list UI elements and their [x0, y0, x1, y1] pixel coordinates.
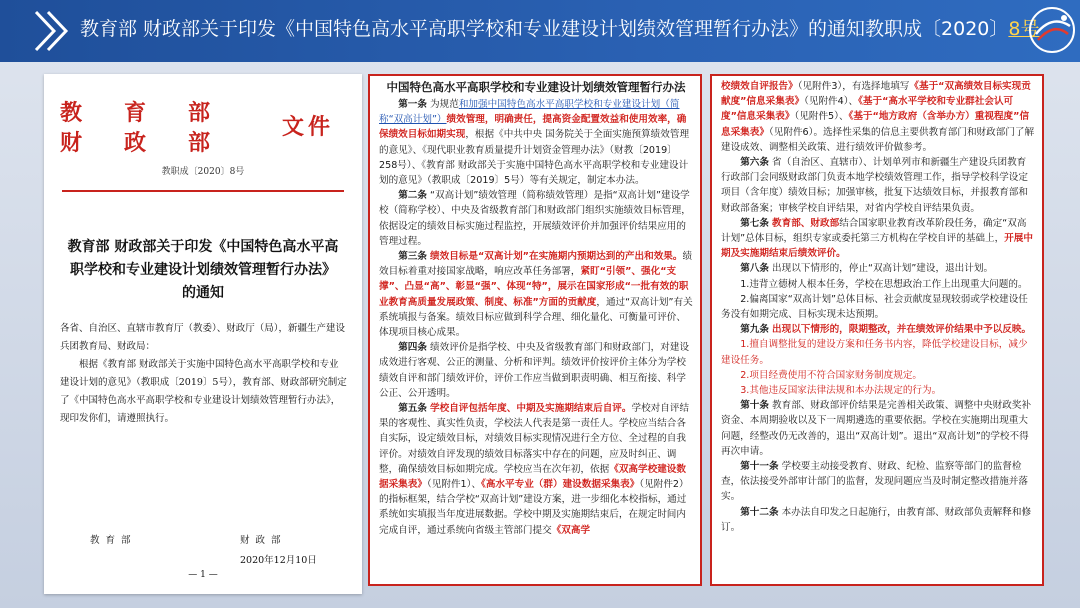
page-title: 教育部 财政部关于印发《中国特色高水平高职学校和专业建设计划绩效管理暂行办法》的通知教职成〔2020〕8号 — [80, 18, 1040, 40]
document-title: 教育部 财政部关于印发《中国特色高水平高职学校和专业建设计划绩效管理暂行办法》的通知 — [67, 239, 339, 301]
article-12: 第十二条 本办法自印发之日起施行，由教育部、财政部负责解释和修订。 — [721, 506, 1032, 533]
article-1-link[interactable]: 和加强中国特色高水平高职学校和专业建设计划（简称“双高计划”） — [379, 99, 680, 126]
article-4: 第四条 绩效评价是指学校、中央及省级教育部门和财政部门，对建设成效进行客观、公正的测量、分析和评判。绩效评价按评价主体分为学校绩效自评和部门绩效评价，评价工作应当做到职责明确、相互衔接、科学公正、公开透明。 — [379, 342, 690, 399]
school-logo-icon — [1026, 4, 1078, 56]
ministry-suffix: 文件 — [282, 114, 335, 140]
article-5: 第五条 学校自评包括年度、中期及实施期结束后自评。学校对自评结果的客观性、真实性负责，学校法人代表是第一责任人。学校应当结合各自实际，设定绩效目标，对绩效目标实现情况进行全方位、全过程的自我评价。对绩效自评发现的绩效目标落实中存在的问题，应及时纠正、调整，确保绩效目标如期完成。学校应当在次年初，依据《双高学校建设数据采集表》（见附件1）、《高水平专业（群）建设数据采集表》（见附件2）的指标框架，结合学校“双高计划”建设方案，进一步细化本校指标，通过系统如实填报当年度进展数据。学校中期及实施期结束后，在规定时间内完成自评，通过系统向省级主管部门提交《双高学 — [379, 403, 690, 536]
chevron-right-icon — [30, 8, 76, 54]
article-6: 第六条 省（自治区、直辖市）、计划单列市和新疆生产建设兵团教育行政部门会同级财政部门负责本地学校绩效管理工作，指导学校科学设定项目（含年度）绩效目标；加强审核，批复下达绩效目标，并报教育部和财政部备案；审核学校自评结果，对省内学校自评结果负责。 — [721, 157, 1028, 214]
article-8-item-1: 1.违背立德树人根本任务，学校在思想政治工作上出现重大问题的。 — [740, 278, 1028, 290]
article-1: 第一条 为规范和加强中国特色高水平高职学校和专业建设计划（简称“双高计划”）绩效管理，明确责任，提高资金配置效益和使用效率，确保绩效目标如期实现，根据《中共中央 国务院关于全面实施预算绩效管理的意见》、《现代职业教育质量提升计划资金管理办法》（财教〔2019〕258号）、《教育部 财政部关于实施中国特色高水平高职学校和专业建设计划的意见》（教职成〔2019〕5号）等有关规定，制定本办法。 — [379, 99, 690, 187]
sign-right: 财政部 — [240, 535, 287, 546]
article-9: 第九条 出现以下情形的，限期整改，并在绩效评价结果中予以反映。 — [740, 324, 1032, 336]
article-9-item-2: 2.项目经费使用不符合国家财务制度规定。 — [740, 369, 923, 381]
article-8-item-2: 2.偏离国家“双高计划”总体目标、社会贡献度显现较弱或学校建设任务没有如期完成、目标实现未达预期。 — [721, 293, 1028, 321]
article-11: 第十一条 学校要主动接受教育、财政、纪检、监察等部门的监督检查，依法接受外部审计部门的监督，发现问题应当及时制定整改措施并落实。 — [721, 461, 1028, 503]
header-bar — [0, 0, 1080, 62]
article-2: 第二条 “双高计划”绩效管理（简称绩效管理）是指“双高计划”建设学校（简称学校）、中央及省级教育部门和财政部门组织实施绩效目标管理，依据设定的绩效目标实施过程监控，开展绩效评价并加强评价结果应用的管理过程。 — [379, 190, 691, 247]
sign-date: 2020年12月10日 — [240, 555, 317, 566]
ministry-header — [44, 92, 362, 156]
recipients: 各省、自治区、直辖市教育厅（教委）、财政厅（局），新疆生产建设兵团教育局、财政局： — [60, 323, 346, 352]
title-link[interactable]: 8号 — [1008, 18, 1040, 40]
ministry-line-2: 财政部 — [60, 130, 253, 156]
official-document — [44, 74, 362, 594]
body-text: 根据《教育部 财政部关于实施中国特色高水平高职学校和专业建设计划的意见》（教职成〔2019〕5号），教育部、财政部研究制定了《中国特色高水平高职学校和专业建设计划绩效管理暂行办法》，现印发你们，请遵照执行。 — [60, 359, 347, 424]
article-9-item-3: 3.其他违反国家法律法规和本办法规定的行为。 — [740, 385, 942, 397]
article-3: 第三条 绩效目标是“双高计划”在实施期内预期达到的产出和效果。绩效目标着重对接国家战略，响应改革任务部署，紧盯“引领”、强化“支撑”、凸显“高”、彰显“强”、体现“特”，展示在国家形成“一批有效的职业教育高质量发展政策、制度、标准”方面的贡献度，通过“双高计划”有关系统填报与备案。绩效目标应做到科学合理、细化量化、可衡量可评价、体现项目核心成果。 — [379, 251, 693, 339]
document-body — [60, 320, 348, 428]
article-10: 第十条 教育部、财政部评价结果是完善相关政策、调整中央财政奖补资金、本周期验收以及下一周期遴选的重要依据。学校在实施期出现重大问题，经整改仍无改善的，退出“双高计划”。退出“双高计划”的学校不得再次申请。 — [721, 400, 1032, 457]
document-number: 教职成〔2020〕8号 — [161, 167, 245, 177]
article-7: 第七条 教育部、财政部结合国家职业教育改革阶段任务，确定“双高计划”总体目标，组织专家或委托第三方机构在学校自评的基础上，开展中期及实施期结束后绩效评价。 — [721, 217, 1033, 260]
page-number: — 1 — — [188, 570, 218, 580]
regulation-column-2 — [710, 74, 1044, 586]
ministry-line-1: 教育部 — [60, 100, 253, 126]
red-divider — [62, 190, 344, 192]
article-8: 第八条 出现以下情形的，停止“双高计划”建设，退出计划。 — [740, 263, 994, 275]
article-9-item-1: 1.擅自调整批复的建设方案和任务书内容，降低学校建设目标，减少建设任务。 — [721, 339, 1028, 366]
article-5-continued: 校绩效自评报告》（见附件3），有选择地填写《基于“双高绩效目标实现贡献度”信息采集表》（见附件4）、《基于“高水平学校和专业群社会认可度”信息采集表》（见附件5）、《基于“地方政府（含举办方）重视程度”信息采集表》（见附件6）。选择性采集的信息主要供教育部门和财政部门了解建设成效、调整相关政策、进行绩效评价做参考。 — [721, 81, 1035, 153]
regulation-title: 中国特色高水平高职学校和专业建设计划绩效管理暂行办法 — [386, 80, 686, 94]
sign-left: 教育部 — [90, 535, 137, 546]
regulation-column-1 — [368, 74, 702, 586]
